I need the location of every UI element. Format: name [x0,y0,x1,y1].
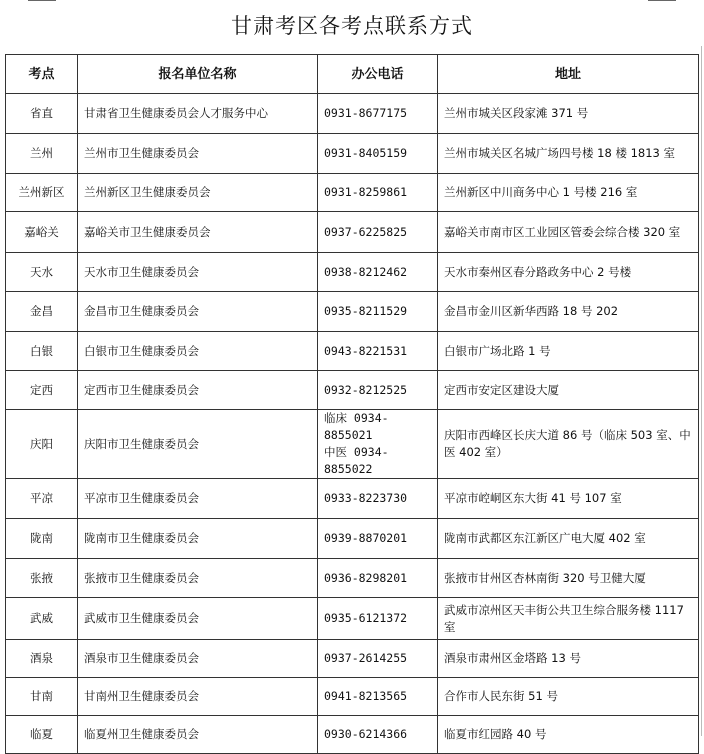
address-cell: 临夏市红园路 40 号 [438,716,699,754]
address-cell: 庆阳市西峰区长庆大道 86 号（临床 503 室、中医 402 室） [438,410,699,479]
phone-cell [318,371,438,410]
unit-name-cell: 庆阳市卫生健康委员会 [78,410,318,479]
address-cell: 张掖市甘州区杏林南街 320 号卫健大厦 [438,559,699,598]
page-edge-line [701,46,702,736]
site-cell: 庆阳 [6,410,78,479]
site-cell: 白银 [6,332,78,371]
site-cell: 甘南 [6,678,78,716]
header-address: 地址 [438,55,699,94]
phone-cell [318,519,438,559]
table-row [6,678,699,716]
table-row [6,94,699,134]
phone-number: 0933-8223730 [324,491,408,505]
unit-name-cell: 甘南州卫生健康委员会 [78,678,318,716]
phone-number: 0930-6214366 [324,727,408,741]
phone-number: 0937-6225825 [324,224,408,239]
site-cell: 兰州 [6,134,78,174]
table-row [6,519,699,559]
site-cell: 陇南 [6,519,78,559]
phone-cell [318,134,438,174]
table-row [6,212,699,253]
phone-number: 0937-2614255 [324,651,408,665]
header-site: 考点 [6,55,78,94]
phone-number: 0935-8211529 [324,304,408,318]
top-rule-left [28,0,56,1]
phone-number: 0943-8221531 [324,343,408,358]
address-cell: 金昌市金川区新华西路 18 号 202 [438,292,699,332]
address-cell: 嘉峪关市南市区工业园区管委会综合楼 320 室 [438,212,699,253]
table-row [6,598,699,640]
top-rule-right [648,0,676,1]
table-row [6,716,699,754]
site-cell: 嘉峪关 [6,212,78,253]
address-cell: 天水市秦州区春分路政务中心 2 号楼 [438,253,699,292]
phone-cell [318,212,438,253]
address-cell: 白银市广场北路 1 号 [438,332,699,371]
site-cell: 兰州新区 [6,174,78,212]
unit-name-cell: 兰州市卫生健康委员会 [78,134,318,174]
phone-cell [318,94,438,134]
phone-number: 0931-8405159 [324,146,408,160]
table-row [6,174,699,212]
phone-cell [318,253,438,292]
phone-number: 0932-8212525 [324,382,408,397]
unit-name-cell: 平凉市卫生健康委员会 [78,479,318,519]
phone-cell [318,174,438,212]
site-cell: 金昌 [6,292,78,332]
table-row [6,640,699,678]
table-header-row [6,55,699,94]
table-row [6,134,699,174]
phone-cell [318,716,438,754]
address-cell: 酒泉市肃州区金塔路 13 号 [438,640,699,678]
table-row [6,479,699,519]
unit-name-cell: 天水市卫生健康委员会 [78,253,318,292]
phone-cell [318,598,438,640]
phone-number: 0938-8212462 [324,264,408,279]
phone-cell [318,332,438,371]
unit-name-cell: 甘肃省卫生健康委员会人才服务中心 [78,94,318,134]
site-cell: 省直 [6,94,78,134]
site-cell: 平凉 [6,479,78,519]
table-body [6,94,699,754]
site-cell: 定西 [6,371,78,410]
unit-name-cell: 白银市卫生健康委员会 [78,332,318,371]
site-cell: 酒泉 [6,640,78,678]
unit-name-cell: 兰州新区卫生健康委员会 [78,174,318,212]
unit-name-cell: 武威市卫生健康委员会 [78,598,318,640]
address-cell: 兰州市城关区段家滩 371 号 [438,94,699,134]
phone-number: 0936-8298201 [324,570,408,585]
phone-number: 0939-8870201 [324,531,408,545]
table-row [6,559,699,598]
phone-cell [318,640,438,678]
header-phone: 办公电话 [318,55,438,94]
site-cell: 张掖 [6,559,78,598]
unit-name-cell: 金昌市卫生健康委员会 [78,292,318,332]
phone-number: 0941-8213565 [324,689,408,703]
address-cell: 平凉市崆峒区东大街 41 号 107 室 [438,479,699,519]
contacts-table [5,54,699,754]
phone-number: 0935-6121372 [324,611,408,625]
table-row [6,332,699,371]
phone-cell [318,678,438,716]
header-unit: 报名单位名称 [78,55,318,94]
phone-number-secondary: 中医 0934-8855022 [324,445,389,476]
unit-name-cell: 定西市卫生健康委员会 [78,371,318,410]
address-cell: 合作市人民东街 51 号 [438,678,699,716]
page-title: 甘肃考区各考点联系方式 [231,14,473,38]
phone-number: 临床 0934-8855021 [324,411,389,442]
address-cell: 武威市凉州区天丰街公共卫生综合服务楼 1117 室 [438,598,699,640]
phone-number: 0931-8259861 [324,185,408,199]
table-row [6,371,699,410]
phone-cell [318,410,438,479]
unit-name-cell: 酒泉市卫生健康委员会 [78,640,318,678]
unit-name-cell: 陇南市卫生健康委员会 [78,519,318,559]
site-cell: 临夏 [6,716,78,754]
phone-cell [318,292,438,332]
unit-name-cell: 临夏州卫生健康委员会 [78,716,318,754]
site-cell: 武威 [6,598,78,640]
site-cell: 天水 [6,253,78,292]
phone-cell [318,479,438,519]
address-cell: 陇南市武都区东江新区广电大厦 402 室 [438,519,699,559]
phone-cell [318,559,438,598]
table-row [6,410,699,479]
unit-name-cell: 嘉峪关市卫生健康委员会 [78,212,318,253]
address-cell: 兰州市城关区名城广场四号楼 18 楼 1813 室 [438,134,699,174]
table-row [6,292,699,332]
phone-number: 0931-8677175 [324,106,408,120]
table-row [6,253,699,292]
address-cell: 兰州新区中川商务中心 1 号楼 216 室 [438,174,699,212]
unit-name-cell: 张掖市卫生健康委员会 [78,559,318,598]
address-cell: 定西市安定区建设大厦 [438,371,699,410]
